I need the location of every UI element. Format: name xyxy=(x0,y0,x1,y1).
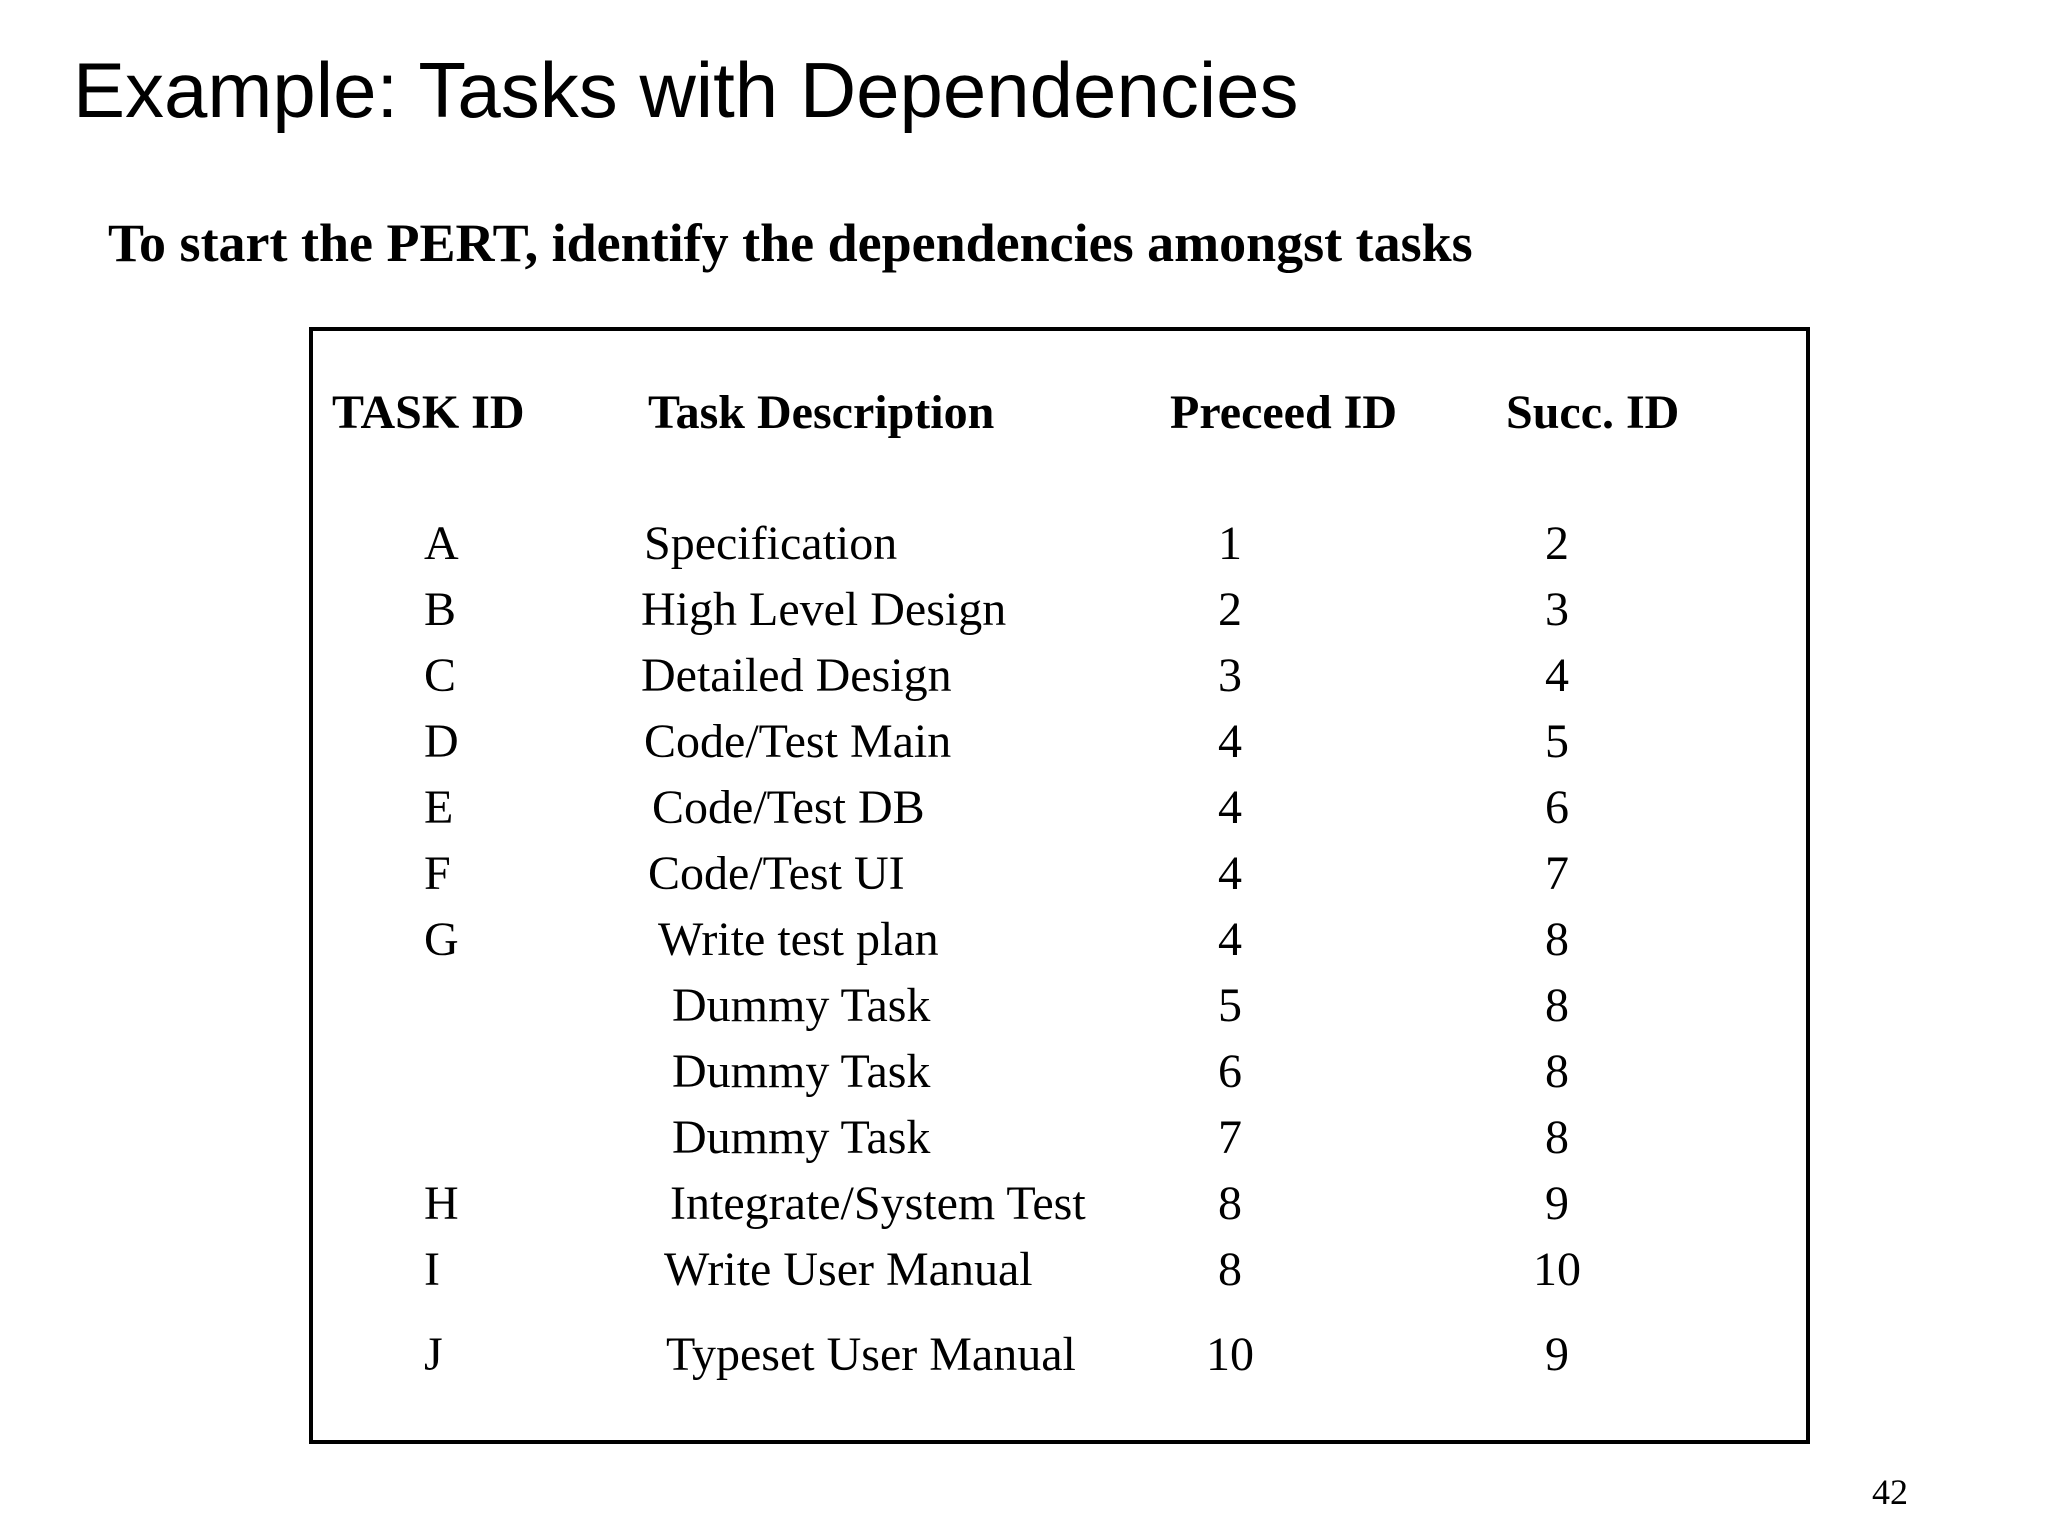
row-preceed-id: 4 xyxy=(1218,913,1242,966)
row-succ-id: 7 xyxy=(1545,847,1569,900)
row-task-id: G xyxy=(424,913,459,966)
row-task-description: Specification xyxy=(644,517,898,570)
row-task-id: E xyxy=(424,781,454,834)
slide-title: Example: Tasks with Dependencies xyxy=(73,46,1299,134)
row-task-description: Code/Test UI xyxy=(648,847,905,900)
row-preceed-id: 4 xyxy=(1218,847,1242,900)
row-preceed-id: 2 xyxy=(1218,583,1242,636)
row-succ-id: 3 xyxy=(1545,583,1569,636)
row-task-id: B xyxy=(424,583,457,636)
row-succ-id: 8 xyxy=(1545,979,1569,1032)
row-task-id: I xyxy=(424,1243,440,1296)
row-succ-id: 4 xyxy=(1545,649,1569,702)
row-task-description: Dummy Task xyxy=(672,1111,931,1164)
row-task-description: High Level Design xyxy=(641,583,1007,636)
row-succ-id: 8 xyxy=(1545,1045,1569,1098)
row-succ-id: 8 xyxy=(1545,913,1569,966)
row-task-description: Dummy Task xyxy=(672,1045,931,1098)
row-succ-id: 5 xyxy=(1545,715,1569,768)
row-task-id: J xyxy=(424,1328,443,1381)
page-number: 42 xyxy=(1872,1472,1908,1512)
row-task-description: Write test plan xyxy=(658,913,939,966)
row-succ-id: 9 xyxy=(1545,1328,1569,1381)
row-preceed-id: 3 xyxy=(1218,649,1242,702)
row-task-id: D xyxy=(424,715,459,768)
row-task-description: Write User Manual xyxy=(664,1243,1033,1296)
row-task-description: Dummy Task xyxy=(672,979,931,1032)
row-preceed-id: 8 xyxy=(1218,1177,1242,1230)
row-succ-id: 9 xyxy=(1545,1177,1569,1230)
header-preceed-id: Preceed ID xyxy=(1170,386,1398,439)
row-task-description: Code/Test Main xyxy=(644,715,952,768)
header-task-id: TASK ID xyxy=(332,386,525,439)
row-preceed-id: 5 xyxy=(1218,979,1242,1032)
row-succ-id: 2 xyxy=(1545,517,1569,570)
row-task-description: Typeset User Manual xyxy=(666,1328,1076,1381)
slide-subtitle: To start the PERT, identify the dependencies amongst tasks xyxy=(108,213,1473,273)
row-task-description: Code/Test DB xyxy=(652,781,925,834)
row-succ-id: 8 xyxy=(1545,1111,1569,1164)
row-task-id: A xyxy=(424,517,459,570)
row-preceed-id: 7 xyxy=(1218,1111,1242,1164)
row-preceed-id: 8 xyxy=(1218,1243,1242,1296)
row-preceed-id: 4 xyxy=(1218,781,1242,834)
row-succ-id: 6 xyxy=(1545,781,1569,834)
row-task-id: F xyxy=(424,847,451,900)
row-preceed-id: 10 xyxy=(1206,1328,1254,1381)
row-preceed-id: 4 xyxy=(1218,715,1242,768)
row-task-description: Integrate/System Test xyxy=(670,1177,1086,1230)
row-preceed-id: 6 xyxy=(1218,1045,1242,1098)
row-task-description: Detailed Design xyxy=(641,649,952,702)
row-succ-id: 10 xyxy=(1533,1243,1581,1296)
row-task-id: C xyxy=(424,649,457,702)
header-succ-id: Succ. ID xyxy=(1506,386,1680,439)
row-preceed-id: 1 xyxy=(1218,517,1242,570)
header-task-description: Task Description xyxy=(648,386,995,439)
row-task-id: H xyxy=(424,1177,459,1230)
